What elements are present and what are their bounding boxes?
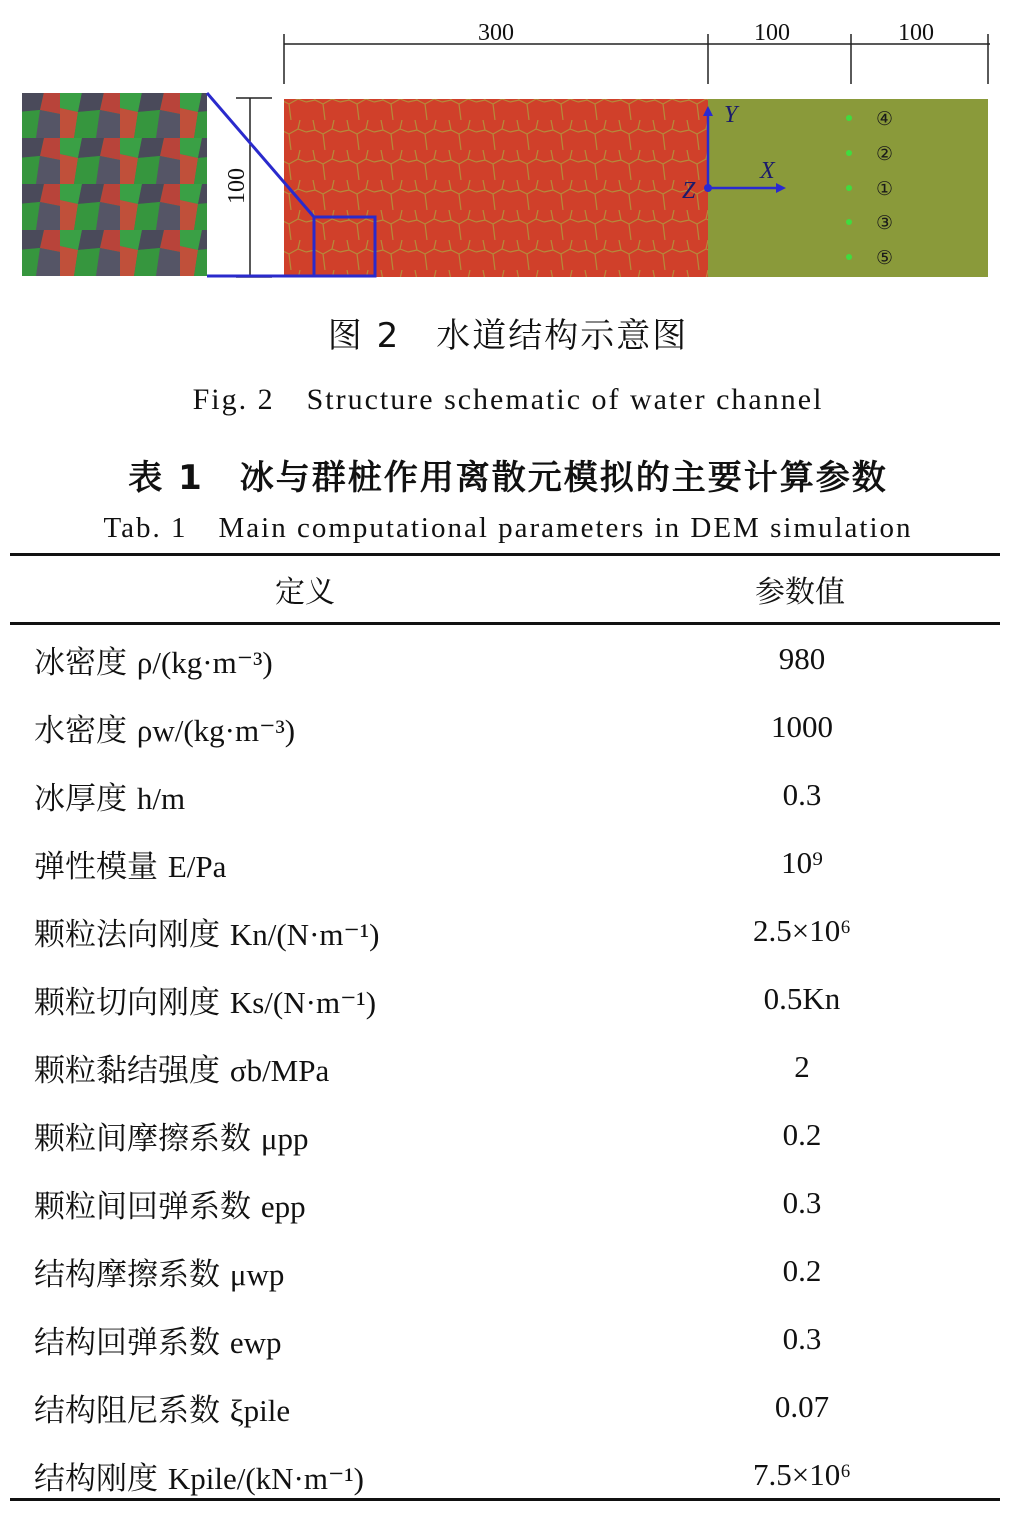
- table-row: [10, 1305, 1000, 1373]
- parameter-name: 水密度: [34, 712, 137, 749]
- pile-label: ④: [876, 108, 894, 130]
- parameter-symbol: epp: [260, 1188, 306, 1224]
- parameter-symbol: μpp: [260, 1120, 309, 1156]
- parameter-value: 0.3: [782, 1321, 822, 1356]
- parameter-definition: [10, 977, 604, 1022]
- pile-label: ③: [876, 212, 894, 234]
- parameter-definition: [10, 841, 604, 886]
- table-row: [10, 1101, 1000, 1169]
- parameter-definition: [10, 1045, 604, 1090]
- parameter-symbol: h/m: [136, 780, 186, 816]
- pile-dot: [846, 185, 852, 191]
- dimension-100-a: 100: [754, 20, 790, 46]
- pile-dot: [846, 150, 852, 156]
- table-row: [10, 1237, 1000, 1305]
- parameter-name: 冰厚度: [34, 780, 137, 817]
- parameter-name: 结构回弹系数: [34, 1324, 230, 1361]
- height-dimension: [224, 98, 272, 277]
- parameter-definition: [10, 1181, 604, 1226]
- table-bottom-rule: [10, 1498, 1000, 1501]
- parameter-value: 0.5Kn: [763, 981, 841, 1016]
- dimension-line: [284, 20, 990, 84]
- parameter-definition: [10, 773, 604, 818]
- table-row: [10, 1033, 1000, 1101]
- pile-label: ②: [876, 143, 894, 165]
- parameter-value: 10⁹: [781, 845, 823, 880]
- water-channel-figure: [0, 0, 1016, 300]
- table-row: [10, 625, 1000, 693]
- header-definition: 定义: [275, 575, 335, 610]
- dimension-300: 300: [478, 20, 514, 46]
- table-header: [10, 556, 1000, 622]
- parameter-symbol: σb/MPa: [229, 1052, 330, 1088]
- parameter-symbol: ρ/(kg·m⁻³): [136, 644, 273, 680]
- parameter-table: [10, 553, 1000, 1509]
- figure-caption-cn: 图 2 水道结构示意图: [327, 316, 689, 356]
- parameter-symbol: E/Pa: [167, 848, 227, 884]
- parameter-value: 2.5×10⁶: [752, 913, 852, 948]
- parameter-definition: [10, 637, 604, 682]
- parameter-value: 0.2: [782, 1253, 822, 1288]
- parameter-symbol: Kn/(N·m⁻¹): [229, 916, 380, 952]
- parameter-value: 2: [794, 1049, 810, 1084]
- parameter-symbol: Kpile/(kN·m⁻¹): [167, 1460, 364, 1496]
- parameter-value: 0.3: [782, 1185, 822, 1220]
- parameter-symbol: ξpile: [229, 1392, 291, 1428]
- parameter-definition: [10, 1385, 604, 1430]
- grain-zoom-inset: [22, 93, 207, 276]
- parameter-name: 结构刚度: [34, 1460, 168, 1497]
- header-value: 参数值: [755, 575, 845, 610]
- dimension-100-b: 100: [898, 20, 934, 46]
- parameter-definition: [10, 1317, 604, 1362]
- axis-y-label: Y: [724, 102, 738, 128]
- axis-x-label: X: [760, 158, 775, 184]
- parameter-name: 弹性模量: [34, 848, 168, 885]
- dimension-height: 100: [224, 168, 250, 204]
- figure-caption-en: Fig. 2 Structure schematic of water channel: [192, 383, 824, 416]
- parameter-name: 颗粒间摩擦系数: [34, 1120, 261, 1157]
- parameter-name: 结构阻尼系数: [34, 1392, 230, 1429]
- table-row: [10, 1373, 1000, 1441]
- parameter-value: 0.2: [782, 1117, 822, 1152]
- parameter-name: 颗粒法向刚度: [34, 916, 230, 953]
- parameter-definition: [10, 909, 604, 954]
- pile-label: ①: [876, 178, 894, 200]
- pile-dot: [846, 115, 852, 121]
- table-row: [10, 829, 1000, 897]
- pile-dot: [846, 219, 852, 225]
- table-row: [10, 693, 1000, 761]
- parameter-symbol: Ks/(N·m⁻¹): [229, 984, 377, 1020]
- parameter-definition: [10, 1113, 604, 1158]
- parameter-definition: [10, 1249, 604, 1294]
- channel-schematic: [0, 0, 1016, 300]
- parameter-symbol: ewp: [229, 1324, 282, 1360]
- table-row: [10, 897, 1000, 965]
- parameter-definition: [10, 705, 604, 750]
- ice-region: [284, 99, 708, 277]
- parameter-value: 0.07: [774, 1389, 830, 1424]
- table-row: [10, 761, 1000, 829]
- parameter-name: 结构摩擦系数: [34, 1256, 230, 1293]
- table-row: [10, 965, 1000, 1033]
- parameter-value: 1000: [771, 709, 833, 744]
- table-caption-en: Tab. 1 Main computational parameters in DEM simulation: [103, 512, 913, 544]
- pile-dot: [846, 254, 852, 260]
- table-body: [10, 625, 1000, 1509]
- parameter-definition: [10, 1453, 604, 1498]
- parameter-value: 0.3: [782, 777, 822, 812]
- parameter-name: 颗粒间回弹系数: [34, 1188, 261, 1225]
- pile-label: ⑤: [876, 247, 894, 269]
- parameter-name: 冰密度: [34, 644, 137, 681]
- parameter-name: 颗粒切向刚度: [34, 984, 230, 1021]
- axis-z-label: Z: [682, 178, 696, 204]
- parameter-name: 颗粒黏结强度: [34, 1052, 230, 1089]
- parameter-symbol: μwp: [229, 1256, 285, 1292]
- parameter-symbol: ρw/(kg·m⁻³): [136, 712, 296, 748]
- parameter-value: 980: [778, 641, 826, 676]
- table-row: [10, 1169, 1000, 1237]
- parameter-value: 7.5×10⁶: [752, 1457, 852, 1492]
- table-caption-cn: 表 1 冰与群桩作用离散元模拟的主要计算参数: [128, 458, 888, 498]
